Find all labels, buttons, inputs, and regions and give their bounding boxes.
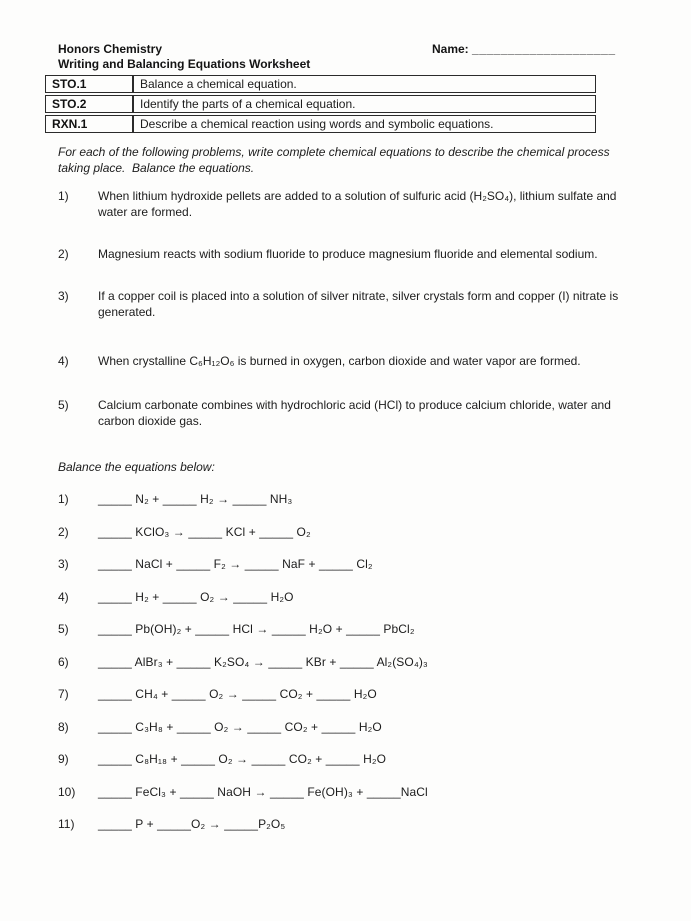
equation-text: _____ KClO₃ → _____ KCl + _____ O₂ — [98, 524, 311, 539]
word-problem-item — [58, 246, 646, 262]
problem-text: Calcium carbonate combines with hydrochloric acid (HCl) to produce calcium chloride, water and carbon dioxide gas. — [98, 398, 611, 428]
instructions-text: For each of the following problems, write complete chemical equations to describe the chemical process taking place. Balance the equations. — [58, 145, 613, 175]
equation-text: _____ C₃H₈ + _____ O₂ → _____ CO₂ + _____ H₂O — [98, 719, 382, 734]
equation-text: _____ N₂ + _____ H₂ → _____ NH₃ — [98, 492, 293, 506]
problem-text: Magnesium reacts with sodium fluoride to produce magnesium fluoride and elemental sodium. — [98, 247, 598, 261]
equation-text: _____ CH₄ + _____ O₂ → _____ CO₂ + _____ H₂O — [98, 687, 377, 701]
equation-item — [58, 556, 646, 572]
standards-row — [45, 75, 596, 93]
equation-text: _____ Pb(OH)₂ + _____ HCl → _____ H₂O + _____ PbCl₂ — [98, 622, 415, 636]
problem-text: If a copper coil is placed into a solution of silver nitrate, silver crystals form and copper (I) nitrate is generated. — [98, 289, 619, 319]
worksheet-content — [52, 42, 646, 849]
equation-text: _____ P + _____O₂ → _____P₂O₅ — [98, 817, 286, 831]
name-block — [432, 42, 616, 57]
equation-item — [58, 654, 646, 670]
word-problem-item — [58, 288, 646, 320]
equation-item — [58, 686, 646, 702]
equation-text: _____ C₈H₁₈ + _____ O₂ → _____ CO₂ + _____ H₂O — [98, 752, 387, 766]
problem-number: 4) — [58, 354, 69, 368]
equations-list — [58, 491, 646, 832]
equation-number: 7) — [58, 687, 69, 701]
equation-number: 10) — [58, 784, 76, 799]
equation-text: _____ AlBr₃ + _____ K₂SO₄ → _____ KBr + _____ Al₂(SO₄)₃ — [98, 654, 428, 669]
problem-number: 2) — [58, 247, 69, 261]
equation-item — [58, 784, 646, 800]
balance-section-heading: Balance the equations below: — [58, 460, 215, 474]
equation-number: 8) — [58, 719, 69, 734]
equation-item — [58, 816, 646, 832]
name-blank: ____________________ — [472, 42, 616, 56]
problem-text: When lithium hydroxide pellets are added to a solution of sulfuric acid (H₂SO₄), lithium sulfate and water are formed. — [98, 189, 617, 219]
standard-desc: Identify the parts of a chemical equation. — [133, 95, 596, 113]
standard-code: RXN.1 — [45, 115, 133, 133]
name-label: Name: — [432, 42, 469, 56]
problem-number: 5) — [58, 398, 69, 412]
equation-number: 4) — [58, 589, 69, 604]
problem-text: When crystalline C₆H₁₂O₆ is burned in oxygen, carbon dioxide and water vapor are formed. — [98, 354, 581, 368]
equation-text: _____ FeCl₃ + _____ NaOH → _____ Fe(OH)₃ + _____NaCl — [98, 784, 428, 799]
equation-item — [58, 491, 646, 507]
equation-number: 11) — [58, 817, 75, 831]
standards-row — [45, 95, 596, 113]
word-problems-list — [58, 188, 646, 429]
standard-code: STO.2 — [45, 95, 133, 113]
doc-header — [58, 42, 646, 72]
equation-item — [58, 751, 646, 767]
equation-item — [58, 719, 646, 735]
equation-item — [58, 621, 646, 637]
standards-table — [45, 73, 596, 135]
equation-number: 2) — [58, 524, 69, 539]
standard-desc: Describe a chemical reaction using words and symbolic equations. — [133, 115, 596, 133]
equation-number: 6) — [58, 654, 69, 669]
equation-number: 1) — [58, 492, 69, 506]
standard-desc: Balance a chemical equation. — [133, 75, 596, 93]
word-problem-item — [58, 397, 646, 429]
equation-item — [58, 589, 646, 605]
problem-number: 1) — [58, 189, 69, 203]
word-problem-item — [58, 353, 646, 369]
worksheet-title: Writing and Balancing Equations Worksheet — [58, 57, 311, 71]
equation-number: 5) — [58, 622, 69, 636]
equation-text: _____ NaCl + _____ F₂ → _____ NaF + _____ Cl₂ — [98, 557, 373, 571]
standard-code: STO.1 — [45, 75, 133, 93]
course-title: Honors Chemistry — [58, 42, 163, 56]
problem-number: 3) — [58, 289, 69, 303]
word-problem-item — [58, 188, 646, 220]
equation-number: 9) — [58, 752, 69, 766]
equation-text: _____ H₂ + _____ O₂ → _____ H₂O — [98, 589, 294, 604]
equation-item — [58, 524, 646, 540]
standards-row — [45, 115, 596, 133]
equation-number: 3) — [58, 557, 69, 571]
